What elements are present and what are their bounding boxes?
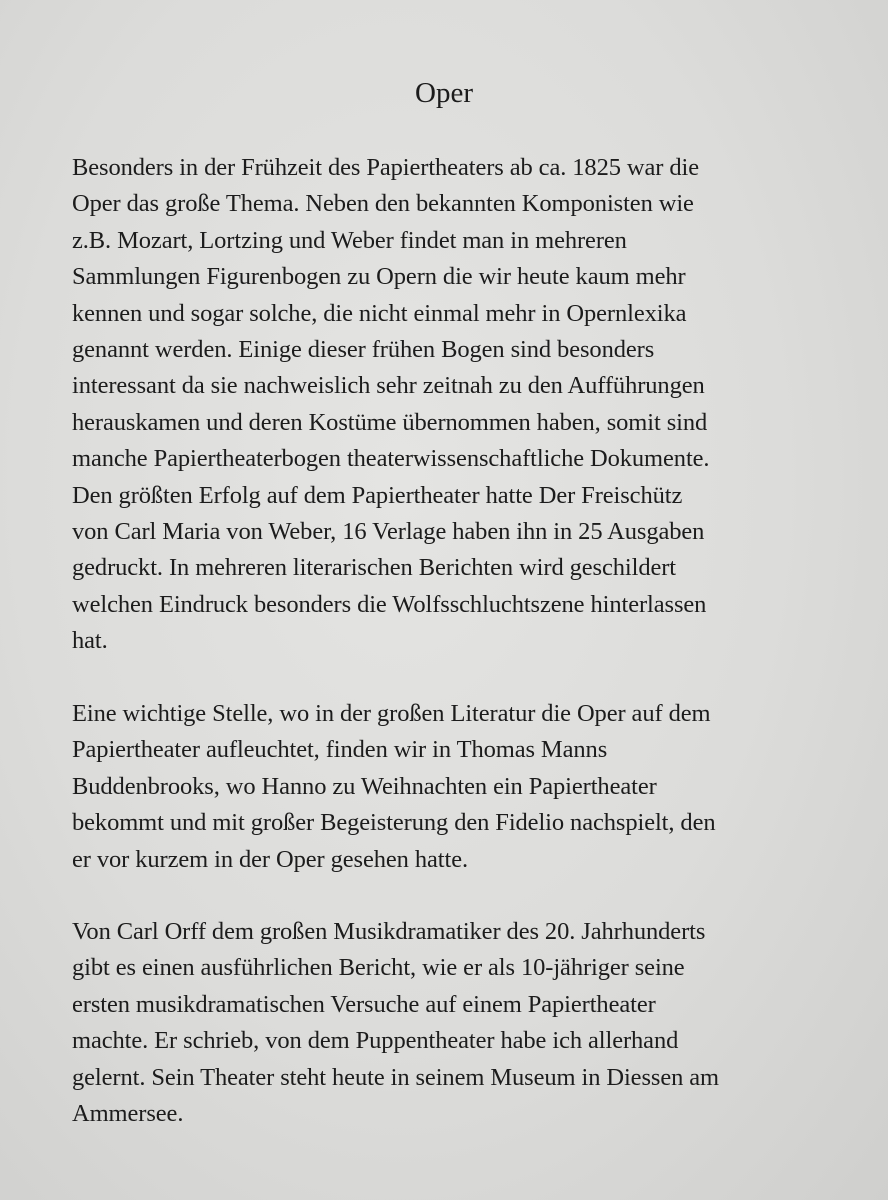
text-line: Sammlungen Figurenbogen zu Opern die wir heute kaum mehr: [72, 263, 686, 291]
text-line: hat.: [72, 627, 108, 655]
text-line: Von Carl Orff dem großen Musikdramatiker des 20. Jahrhunderts: [72, 918, 706, 945]
text-line: gedruckt. In mehreren literarischen Berichten wird geschildert: [72, 554, 677, 582]
text-line: manche Papiertheaterbogen theaterwissenschaftliche Dokumente.: [72, 445, 710, 473]
text-line: genannt werden. Einige dieser frühen Bogen sind besonders: [72, 336, 655, 364]
text-line: kennen und sogar solche, die nicht einmal mehr in Opernlexika: [72, 299, 687, 327]
text-line: interessant da sie nachweislich sehr zeitnah zu den Aufführungen: [72, 372, 705, 400]
text-line: Oper das große Thema. Neben den bekannten Komponisten wie: [72, 190, 694, 218]
text-line: machte. Er schrieb, von dem Puppentheater habe ich allerhand: [72, 1027, 679, 1055]
text-line: gelernt. Sein Theater steht heute in seinem Museum in Diessen am: [72, 1063, 720, 1091]
text-line: herauskamen und deren Kostüme übernommen haben, somit sind: [72, 408, 708, 436]
text-line: Ammersee.: [72, 1100, 184, 1128]
paragraph-opera-history: [72, 150, 709, 660]
text-line: welchen Eindruck besonders die Wolfsschluchtszene hinterlassen: [72, 590, 707, 618]
text-line: gibt es einen ausführlichen Bericht, wie er als 10-jähriger seine: [72, 954, 685, 982]
text-line: Besonders in der Frühzeit des Papiertheaters ab ca. 1825 war die: [72, 154, 699, 181]
text-line: z.B. Mozart, Lortzing und Weber findet man in mehreren: [72, 226, 627, 254]
page-title: Oper: [415, 77, 473, 109]
paragraph-buddenbrooks: [72, 696, 716, 878]
text-line: Buddenbrooks, wo Hanno zu Weihnachten ein Papiertheater: [72, 772, 657, 800]
text-line: bekommt und mit großer Begeisterung den Fidelio nachspielt, den: [72, 809, 716, 837]
paragraph-carl-orff: [72, 914, 719, 1132]
text-line: Eine wichtige Stelle, wo in der großen Literatur die Oper auf dem: [72, 700, 711, 727]
text-line: ersten musikdramatischen Versuche auf einem Papiertheater: [72, 990, 656, 1018]
text-line: Papiertheater aufleuchtet, finden wir in Thomas Manns: [72, 736, 608, 764]
text-line: von Carl Maria von Weber, 16 Verlage haben ihn in 25 Ausgaben: [72, 518, 705, 546]
text-line: Den größten Erfolg auf dem Papiertheater hatte Der Freischütz: [72, 481, 683, 509]
text-line: er vor kurzem in der Oper gesehen hatte.: [72, 845, 468, 873]
